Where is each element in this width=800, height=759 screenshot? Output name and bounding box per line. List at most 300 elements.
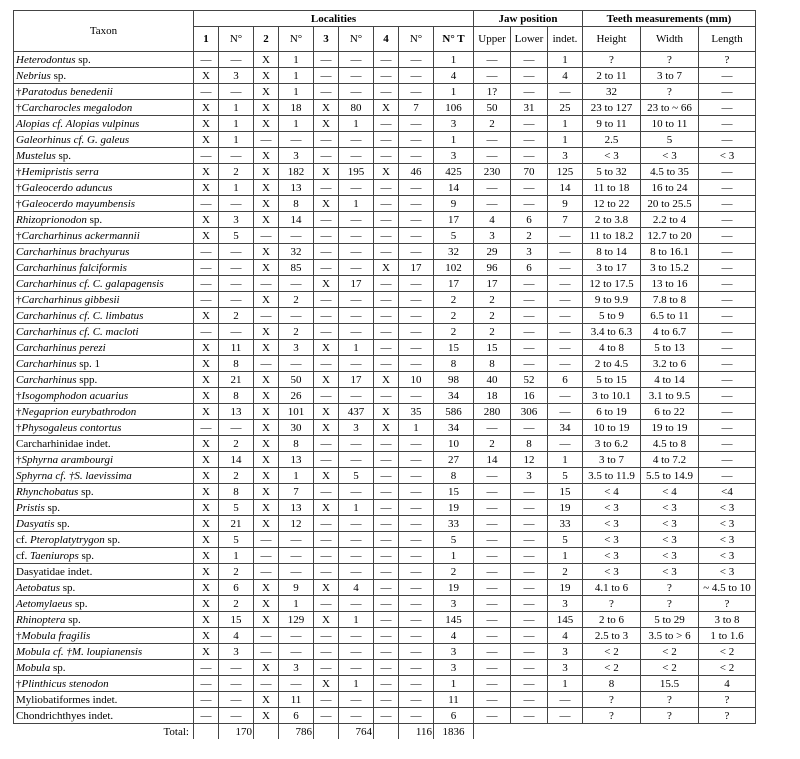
table-row (14, 148, 756, 164)
data-cell: X (254, 516, 279, 532)
data-cell: X (194, 468, 219, 484)
data-cell: 2.2 to 4 (641, 212, 699, 228)
data-cell: — (474, 692, 511, 708)
table-row (14, 516, 756, 532)
taxon-qualifier: spp. (76, 373, 98, 386)
table-row (14, 692, 756, 708)
data-cell: < 3 (583, 516, 641, 532)
data-cell: 20 to 25.5 (641, 196, 699, 212)
column-header: Height (583, 27, 641, 52)
data-cell: 4 to 6.7 (641, 324, 699, 340)
data-cell: — (254, 308, 279, 324)
extinct-dagger: † (16, 229, 22, 242)
data-cell: < 3 (583, 532, 641, 548)
taxon-cell (14, 388, 194, 404)
data-cell: — (374, 500, 399, 516)
data-cell: — (339, 564, 374, 580)
taxon-cell (14, 484, 194, 500)
data-cell: — (314, 548, 339, 564)
data-cell: 5 to 9 (583, 308, 641, 324)
data-cell: — (374, 580, 399, 596)
data-cell: — (339, 596, 374, 612)
data-cell: — (339, 708, 374, 724)
data-cell: 3.2 to 6 (641, 356, 699, 372)
table-row (14, 100, 756, 116)
taxon-name: Galeocerdo aduncus (21, 181, 113, 194)
data-cell: 3 (434, 596, 474, 612)
data-cell: 19 to 19 (641, 420, 699, 436)
jaw-position-header: Jaw position (474, 11, 583, 27)
data-cell: — (399, 388, 434, 404)
data-cell: — (254, 532, 279, 548)
data-cell: 3 (548, 148, 583, 164)
data-cell: 2 (474, 292, 511, 308)
data-cell: — (254, 628, 279, 644)
data-cell: X (254, 116, 279, 132)
data-cell: X (194, 436, 219, 452)
data-cell: X (254, 164, 279, 180)
data-cell: — (399, 148, 434, 164)
data-cell: — (339, 292, 374, 308)
data-cell: 11 (219, 340, 254, 356)
data-cell: — (314, 436, 339, 452)
data-cell: 125 (548, 164, 583, 180)
table-row (14, 404, 756, 420)
data-cell: < 3 (641, 548, 699, 564)
data-cell: 5 to 15 (583, 372, 641, 388)
data-cell: X (254, 180, 279, 196)
data-cell: 18 (474, 388, 511, 404)
data-cell: — (511, 628, 548, 644)
column-header: N° (399, 27, 434, 52)
data-cell: 3 to 10.1 (583, 388, 641, 404)
data-cell: X (374, 260, 399, 276)
data-cell: — (374, 52, 399, 68)
taxon-name: Carcharhinus (16, 373, 77, 386)
data-cell: — (399, 452, 434, 468)
data-cell: — (399, 676, 434, 692)
data-cell: 1 to 1.6 (699, 628, 756, 644)
data-cell: 3 (434, 644, 474, 660)
data-cell: 4 to 7.2 (641, 452, 699, 468)
taxon-cell (14, 596, 194, 612)
data-cell: < 3 (583, 500, 641, 516)
data-cell: — (219, 420, 254, 436)
data-cell: X (254, 244, 279, 260)
data-cell: 11 (434, 692, 474, 708)
data-cell: — (194, 692, 219, 708)
data-cell: X (314, 676, 339, 692)
data-cell: 96 (474, 260, 511, 276)
table-row (14, 260, 756, 276)
data-cell: 1 (548, 132, 583, 148)
data-cell: — (548, 276, 583, 292)
taxon-cell (14, 356, 194, 372)
data-cell: ? (699, 52, 756, 68)
data-cell: — (194, 52, 219, 68)
data-cell: X (194, 356, 219, 372)
data-cell: — (314, 84, 339, 100)
data-cell: — (399, 548, 434, 564)
data-cell: X (254, 660, 279, 676)
taxon-qualifier: cf. C. limbatus (76, 309, 144, 322)
data-cell: < 3 (699, 548, 756, 564)
data-cell: X (194, 372, 219, 388)
data-cell: — (511, 356, 548, 372)
table-row (14, 420, 756, 436)
taxon-name: Carcharhinus perezi (16, 341, 106, 354)
data-cell: — (339, 84, 374, 100)
data-cell: X (194, 484, 219, 500)
data-cell: 195 (339, 164, 374, 180)
data-cell: — (699, 340, 756, 356)
data-cell: ? (641, 52, 699, 68)
data-cell: 586 (434, 404, 474, 420)
data-cell: — (374, 340, 399, 356)
data-cell: — (699, 452, 756, 468)
data-cell: X (254, 484, 279, 500)
data-cell: — (399, 708, 434, 724)
taxon-cell (14, 468, 194, 484)
data-cell: — (474, 68, 511, 84)
data-cell: — (374, 356, 399, 372)
data-cell: 6 (279, 708, 314, 724)
taxon-qualifier: sp. (65, 613, 81, 626)
data-cell: — (219, 260, 254, 276)
data-cell: — (699, 212, 756, 228)
taxon-name: Galeorhinus (16, 133, 71, 146)
table-row (14, 548, 756, 564)
data-cell: — (474, 644, 511, 660)
taxon-name: Rhinoptera (16, 613, 66, 626)
taxon-name: Sphyrna arambourgi (21, 453, 114, 466)
data-cell: < 2 (641, 644, 699, 660)
table-row (14, 212, 756, 228)
data-cell: 33 (434, 516, 474, 532)
taxon-qualifier: sp. (50, 661, 66, 674)
data-cell: X (254, 212, 279, 228)
taxon-name: Mobula fragilis (21, 629, 91, 642)
table-row (14, 628, 756, 644)
data-cell: 8 (279, 196, 314, 212)
data-cell: 13 (279, 180, 314, 196)
data-cell: — (399, 244, 434, 260)
data-cell: X (314, 196, 339, 212)
data-cell: — (511, 308, 548, 324)
data-cell: ? (641, 84, 699, 100)
taxon-qualifier: sp. (72, 597, 88, 610)
data-cell: 21 (219, 372, 254, 388)
taxon-name: Carcharhinus brachyurus (16, 245, 130, 258)
data-cell: — (399, 500, 434, 516)
data-cell: — (339, 452, 374, 468)
data-cell: — (374, 388, 399, 404)
table-row (14, 68, 756, 84)
data-cell: X (314, 580, 339, 596)
data-cell: X (374, 100, 399, 116)
data-cell: — (399, 68, 434, 84)
data-cell: 10 (399, 372, 434, 388)
data-cell: 23 to 127 (583, 100, 641, 116)
column-header: N° (339, 27, 374, 52)
data-cell: — (399, 196, 434, 212)
data-cell: X (254, 372, 279, 388)
data-cell: 3 (279, 660, 314, 676)
data-cell: — (511, 292, 548, 308)
data-cell: 1 (434, 52, 474, 68)
column-header: indet. (548, 27, 583, 52)
taxon-cell (14, 164, 194, 180)
data-cell: — (374, 180, 399, 196)
taxon-cell (14, 212, 194, 228)
data-cell: < 2 (699, 644, 756, 660)
data-cell: — (511, 564, 548, 580)
table-row (14, 452, 756, 468)
data-cell: 145 (434, 612, 474, 628)
data-cell: ? (699, 692, 756, 708)
data-cell: — (339, 628, 374, 644)
data-cell: — (374, 212, 399, 228)
data-cell: 230 (474, 164, 511, 180)
data-cell: 1 (339, 612, 374, 628)
data-cell: 3 (548, 660, 583, 676)
data-cell: < 3 (583, 148, 641, 164)
data-cell: 6 (511, 260, 548, 276)
data-cell: 2 (219, 436, 254, 452)
data-cell: — (374, 308, 399, 324)
taxon-cell (14, 676, 194, 692)
data-cell: — (374, 436, 399, 452)
taxon-cell (14, 84, 194, 100)
data-cell: — (699, 468, 756, 484)
data-cell: X (194, 532, 219, 548)
data-cell: X (254, 596, 279, 612)
data-cell: — (374, 644, 399, 660)
data-cell: 9 to 11 (583, 116, 641, 132)
data-cell: 2 (548, 564, 583, 580)
data-cell: 12 (279, 516, 314, 532)
data-cell: — (194, 196, 219, 212)
data-cell: X (254, 340, 279, 356)
table-row (14, 116, 756, 132)
data-cell: 8 to 14 (583, 244, 641, 260)
data-cell: 8 (434, 356, 474, 372)
taxon-name: Rhizoprionodon (16, 213, 87, 226)
data-cell: 17 (339, 372, 374, 388)
data-cell: — (254, 276, 279, 292)
data-cell: 4 (434, 628, 474, 644)
data-cell: — (374, 84, 399, 100)
data-cell: — (194, 148, 219, 164)
data-cell: 1 (548, 676, 583, 692)
data-cell: ? (641, 692, 699, 708)
data-cell: 2 (279, 292, 314, 308)
data-cell: — (511, 116, 548, 132)
data-cell: — (314, 180, 339, 196)
data-cell: X (194, 500, 219, 516)
data-cell: X (194, 580, 219, 596)
column-header: N° (279, 27, 314, 52)
data-cell: 18 (279, 100, 314, 116)
data-cell: — (699, 68, 756, 84)
taxon-cell (14, 68, 194, 84)
data-cell: 1 (219, 100, 254, 116)
total-blank (194, 724, 219, 740)
data-cell: 3 (219, 644, 254, 660)
data-cell: — (279, 308, 314, 324)
data-cell: — (339, 132, 374, 148)
data-cell: — (339, 260, 374, 276)
data-cell: 11 (279, 692, 314, 708)
data-cell: 5 (219, 500, 254, 516)
data-cell: 2 (219, 468, 254, 484)
table-row (14, 676, 756, 692)
data-cell: 3 (339, 420, 374, 436)
data-cell: — (511, 532, 548, 548)
data-cell: 8 (219, 484, 254, 500)
data-cell: 1 (339, 116, 374, 132)
data-cell: 14 (279, 212, 314, 228)
table-row (14, 356, 756, 372)
data-cell: ? (583, 692, 641, 708)
data-cell: ? (583, 596, 641, 612)
data-cell: X (254, 292, 279, 308)
data-cell: <4 (699, 484, 756, 500)
taxon-prefix: cf. (16, 549, 31, 562)
data-cell: — (374, 196, 399, 212)
data-cell: — (374, 292, 399, 308)
taxon-qualifier: cf. Alopias vulpinus (49, 117, 140, 130)
data-cell: — (194, 324, 219, 340)
taxon-cell (14, 564, 194, 580)
data-cell: 17 (474, 276, 511, 292)
data-cell: — (374, 132, 399, 148)
data-cell: 2 to 4.5 (583, 356, 641, 372)
taxon-cell (14, 52, 194, 68)
data-cell: < 3 (641, 516, 699, 532)
taxon-cell (14, 548, 194, 564)
data-cell: — (374, 628, 399, 644)
data-cell: — (399, 52, 434, 68)
data-cell: — (314, 324, 339, 340)
data-cell: — (699, 84, 756, 100)
data-cell: < 3 (641, 148, 699, 164)
data-cell: 1 (434, 548, 474, 564)
data-cell: — (474, 132, 511, 148)
data-cell: — (314, 68, 339, 84)
data-cell: — (474, 676, 511, 692)
table-row (14, 532, 756, 548)
data-cell: 10 (434, 436, 474, 452)
data-cell: 2 (474, 324, 511, 340)
data-cell: — (399, 484, 434, 500)
taxon-cell (14, 628, 194, 644)
data-cell: 2.5 to 3 (583, 628, 641, 644)
table-row (14, 276, 756, 292)
data-cell: — (314, 564, 339, 580)
taxon-name: Plinthicus stenodon (21, 677, 109, 690)
taxa-table-container (13, 10, 756, 739)
total-row (14, 724, 756, 740)
data-cell: 6 (511, 212, 548, 228)
data-cell: X (194, 340, 219, 356)
data-cell: X (254, 404, 279, 420)
data-cell: — (548, 388, 583, 404)
data-cell: X (194, 388, 219, 404)
data-cell: — (399, 292, 434, 308)
data-cell: 4 (434, 68, 474, 84)
data-cell: 13 to 16 (641, 276, 699, 292)
taxon-name: Carcharhinus (16, 309, 77, 322)
taxon-name: Sphyrna (16, 469, 53, 482)
data-cell: — (474, 484, 511, 500)
data-cell: — (474, 564, 511, 580)
table-row (14, 292, 756, 308)
data-cell: X (254, 388, 279, 404)
data-cell: — (699, 420, 756, 436)
data-cell: 1 (548, 548, 583, 564)
data-cell: — (511, 660, 548, 676)
data-cell: — (279, 628, 314, 644)
data-cell: 8 (434, 468, 474, 484)
data-cell: X (254, 148, 279, 164)
table-row (14, 484, 756, 500)
data-cell: 4.5 to 8 (641, 436, 699, 452)
data-cell: — (339, 484, 374, 500)
data-cell: — (314, 52, 339, 68)
data-cell: 3 to 8 (699, 612, 756, 628)
table-row (14, 612, 756, 628)
data-cell: — (279, 132, 314, 148)
data-cell: — (219, 692, 254, 708)
data-cell: 8 (474, 356, 511, 372)
data-cell: 4.1 to 6 (583, 580, 641, 596)
data-cell: 4.5 to 35 (641, 164, 699, 180)
data-cell: 2 (434, 308, 474, 324)
taxon-qualifier: sp. (44, 501, 61, 514)
data-cell: — (374, 276, 399, 292)
data-cell: 8 (219, 356, 254, 372)
data-cell: — (548, 692, 583, 708)
data-cell: — (548, 340, 583, 356)
data-cell: 106 (434, 100, 474, 116)
data-cell: 2 (219, 164, 254, 180)
data-cell: 6 (219, 580, 254, 596)
data-cell: ? (641, 708, 699, 724)
data-cell: 3 (219, 68, 254, 84)
data-cell: — (339, 228, 374, 244)
data-cell: 9 to 9.9 (583, 292, 641, 308)
data-cell: — (399, 660, 434, 676)
data-cell: — (511, 148, 548, 164)
data-cell: — (511, 676, 548, 692)
taxon-name: Carcharhinus gibbesii (21, 293, 120, 306)
data-cell: X (194, 612, 219, 628)
extinct-dagger: † (16, 293, 22, 306)
data-cell: — (339, 388, 374, 404)
data-cell: — (339, 180, 374, 196)
data-cell: — (699, 260, 756, 276)
data-cell: X (314, 420, 339, 436)
data-cell: 6.5 to 11 (641, 308, 699, 324)
data-cell: — (219, 292, 254, 308)
data-cell: 6 (548, 372, 583, 388)
data-cell: 2 (511, 228, 548, 244)
data-cell: — (399, 356, 434, 372)
data-cell: X (314, 276, 339, 292)
taxon-cell (14, 452, 194, 468)
taxon-qualifier: cf. †M. loupianensis (50, 645, 143, 658)
